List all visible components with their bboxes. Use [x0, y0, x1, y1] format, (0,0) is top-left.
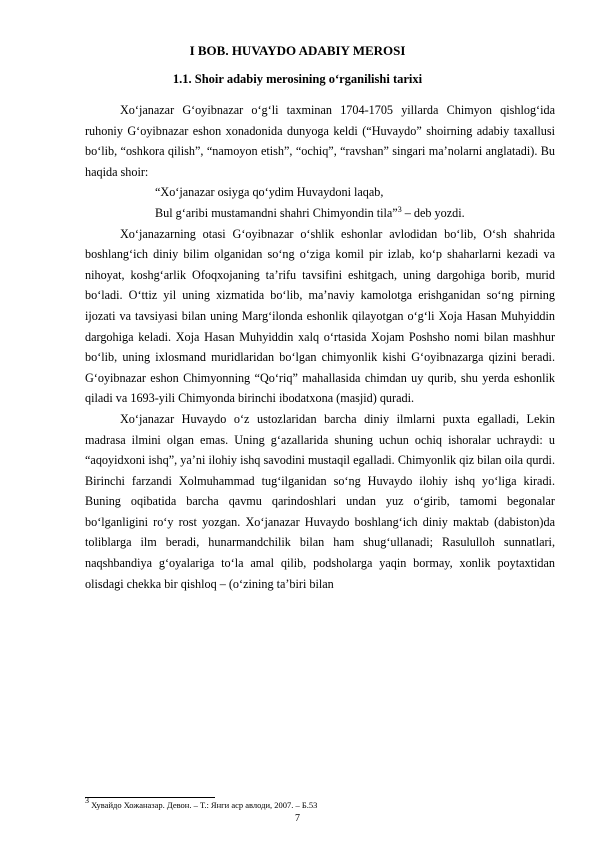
footnote-divider: [85, 797, 215, 798]
paragraph-2: Xo‘janazarning otasi G‘oyibnazar o‘shlik eshonlar avlodidan bo‘lib, O‘sh shahrida boshlang‘ich diniy bilim olganidan so‘ng o‘ziga komil pir izlab, ko‘p shaharlarni kezadi va nihoyat, koshg‘arlik Ofoqxojaning ta’rifu tavsifini eshitgach, uning dargohiga borib, murid bo‘ladi. O‘ttiz yil uning xizmatida bo‘lib, ma’naviy kamolotga erishganidan so‘ng pirning ijozati va tavsiyasi bilan uning Marg‘ilonda eshonlik qilayotgan o‘g‘li Xoja Hasan Muhyiddin dargohiga keladi. Xoja Hasan Muhyiddin xalq o‘rtasida Xojam Poshsho nomi bilan mashhur bo‘lib, uning ixlosmand muridlaridan bo‘lgan chimyonlik kishi G‘oyibnazarga qizini beradi. G‘oyibnazar eshon Chimyonning “Qo‘riq” mahallasida chimdan uy qurib, shu yerda eshonlik qiladi va 1693-yili Chimyonda birinchi ibodatxona (masjid) quradi.: [85, 226, 555, 406]
body-text: [85, 100, 555, 594]
paragraph-1: Xo‘janazar G‘oyibnazar o‘g‘li taxminan 1704-1705 yillarda Chimyon qishlog‘ida ruhoniy G‘oyibnazar eshon xonadonida dunyoga keldi (“Huvaydo” shoirning adabiy taxallusi bo‘lib, “oshkora qilish”, “namoyon etish”, “ochiq”, “ravshan” singari ma’nolarni anglatadi). Bu haqida shoir:: [85, 103, 555, 179]
quote-line-2: [85, 203, 555, 224]
footnote-ref: 3: [397, 204, 402, 214]
paragraph-3: Xo‘janazar Huvaydo o‘z ustozlaridan barcha diniy ilmlarni puxta egalladi, Lekin madrasa ilmini olgan emas. Uning g‘azallarida shuning uchun ochiq ishoralar uchraydi: u “aqoyidxoni ishq”, ya’ni ilohiy ishq savodini mustaqil egalladi. Chimyonlik qiz bilan oila qurdi. Birinchi farzandi Xolmuhammad tug‘ilganidan so‘ng Huvaydo ilohiy ishq yo‘liga kiradi. Buning oqibatida barcha qavmu qarindoshlari undan yuz o‘girib, tamomi begonalar bo‘lganligini ro‘y rost yozgan. Xo‘janazar Huvaydo boshlang‘ich diniy maktab (dabiston)da toliblarga ilm beradi, hunarmandchilik bilan ham shug‘ullanadi; Rasululloh sunnatlari, naqshbandiya g‘oyalariga to‘la amal qilib, podsholarga yaqin bormay, xonlik poytaxtidan olisdagi chekka bir qishloq – (o‘zining ta’biri bilan: [85, 411, 555, 591]
quote-line-2-text: Bul g‘aribi mustamandni shahri Chimyondin tila”: [155, 205, 398, 220]
quote-line-1: “Xo‘janazar osiyga qo‘ydim Huvaydoni laqab,: [155, 185, 384, 200]
footnote-number: 3: [85, 796, 89, 805]
footnote: [85, 796, 555, 811]
chapter-title: I BOB. HUVAYDO ADABIY MEROSI: [189, 43, 406, 58]
page-number: 7: [295, 813, 300, 824]
quote-line-2-tail: – deb yozdi.: [401, 205, 465, 220]
footnote-text: Хувайдо Хожаназар. Девон. – Т.: Янги аср авлоди, 2007. – Б.53: [89, 800, 318, 810]
section-title: 1.1. Shoir adabiy merosining o‘rganilishi tarixi: [172, 72, 423, 86]
